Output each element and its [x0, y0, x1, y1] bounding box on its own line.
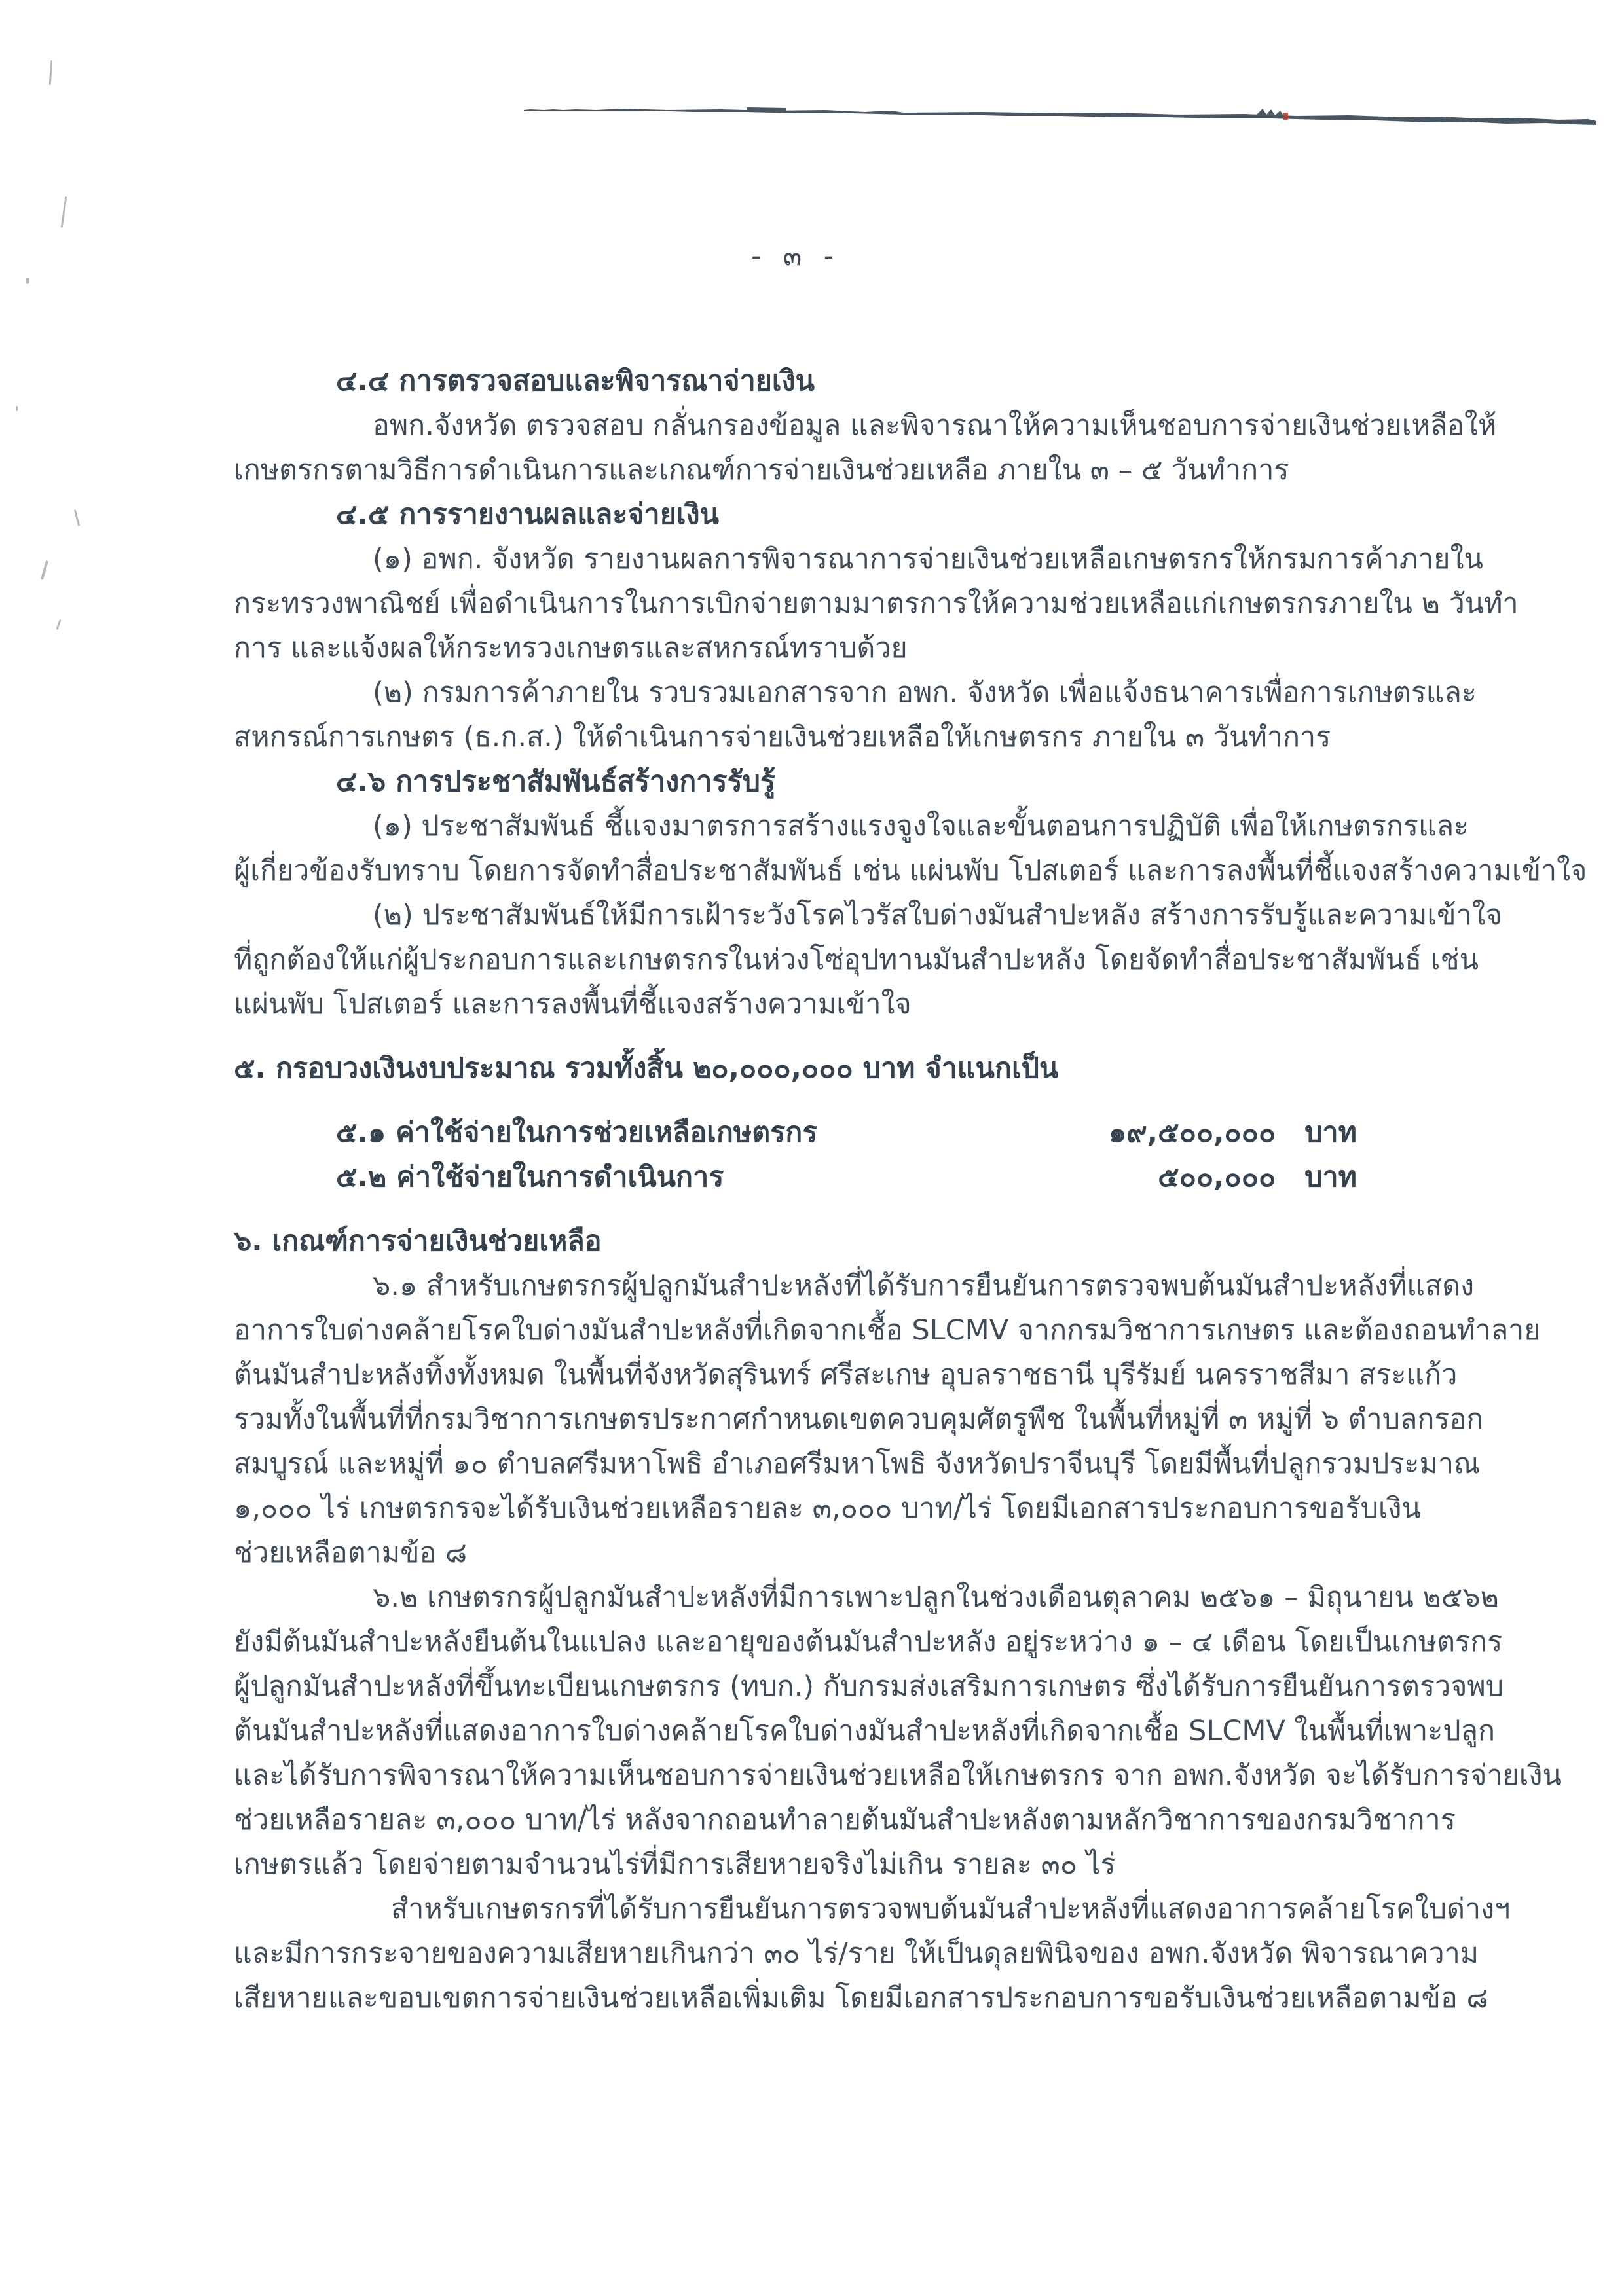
text-line: ช่วยเหลือตามข้อ ๘: [234, 1537, 468, 1569]
budget-item-label: ๕.๑ ค่าใช้จ่ายในการช่วยเหลือเกษตรกร: [336, 1116, 818, 1149]
page-number: - ๓ -: [751, 240, 840, 272]
scan-speck: [41, 560, 48, 580]
text-line: เสียหายและขอบเขตการจ่ายเงินช่วยเหลือเพิ่มเติม โดยมีเอกสารประกอบการขอรับเงินช่วยเหลือตามข้อ ๘: [234, 1982, 1488, 2014]
text-line: ๑,๐๐๐ ไร่ เกษตรกรจะได้รับเงินช่วยเหลือรายละ ๓,๐๐๐ บาท/ไร่ โดยมีเอกสารประกอบการขอรับเงิน: [234, 1492, 1421, 1525]
text-line: ยังมีต้นมันสำปะหลังยืนต้นในแปลง และอายุของต้นมันสำปะหลัง อยู่ระหว่าง ๑ – ๔ เดือน โดยเป็นเกษตรกร: [234, 1626, 1503, 1658]
text-line: ๕. กรอบวงเงินงบประมาณ รวมทั้งสิ้น ๒๐,๐๐๐,๐๐๐ บาท จำแนกเป็น: [234, 1052, 1059, 1085]
scan-speck: [16, 406, 18, 411]
budget-item-amount: ๑๙,๕๐๐,๐๐๐: [1108, 1116, 1276, 1149]
document-body: [234, 359, 1587, 2020]
budget-row: [234, 1110, 1432, 1155]
text-line: ๖. เกณฑ์การจ่ายเงินช่วยเหลือ: [234, 1225, 602, 1258]
scan-red-fleck: [1283, 113, 1288, 120]
text-line: ที่ถูกต้องให้แก่ผู้ประกอบการและเกษตรกรในห่วงโซ่อุปทานมันสำปะหลัง โดยจัดทำสื่อประชาสัมพันธ์ เช่น: [234, 943, 1479, 976]
budget-row: [234, 1155, 1432, 1199]
text-line: รวมทั้งในพื้นที่ที่กรมวิชาการเกษตรประกาศกำหนดเขตควบคุมศัตรูพืช ในพื้นที่หมู่ที่ ๓ หมู่ที่ ๖ ตำบลกรอก: [234, 1403, 1484, 1436]
budget-item-unit: บาท: [1304, 1161, 1357, 1194]
scan-speck: [26, 278, 29, 284]
text-line: เกษตรแล้ว โดยจ่ายตามจำนวนไร่ที่มีการเสียหายจริงไม่เกิน รายละ ๓๐ ไร่: [234, 1848, 1116, 1881]
text-line: การ และแจ้งผลให้กระทรวงเกษตรและสหกรณ์ทราบด้วย: [234, 632, 908, 665]
scan-speck: [61, 196, 67, 228]
text-line: ต้นมันสำปะหลังที่แสดงอาการใบด่างคล้ายโรคใบด่างมันสำปะหลังที่เกิดจากเชื้อ SLCMV ในพื้นที่เพาะปลูก: [234, 1715, 1495, 1747]
text-line: ๔.๖ การประชาสัมพันธ์สร้างการรับรู้: [336, 765, 776, 798]
text-line: กระทรวงพาณิชย์ เพื่อดำเนินการในการเบิกจ่ายตามมาตรการให้ความช่วยเหลือแก่เกษตรกรภายใน ๒ วันทำ: [234, 587, 1519, 620]
text-line: ๔.๔ การตรวจสอบและพิจารณาจ่ายเงิน: [336, 365, 815, 397]
budget-item-unit: บาท: [1304, 1116, 1357, 1149]
text-line: (๑) อพก. จังหวัด รายงานผลการพิจารณาการจ่ายเงินช่วยเหลือเกษตรกรให้กรมการค้าภายใน: [373, 543, 1483, 575]
text-line: ต้นมันสำปะหลังทิ้งทั้งหมด ในพื้นที่จังหวัดสุรินทร์ ศรีสะเกษ อุบลราชธานี บุรีรัมย์ นครราชสีมา สระแก้ว: [234, 1358, 1458, 1391]
text-line: สำหรับเกษตรกรที่ได้รับการยืนยันการตรวจพบต้นมันสำปะหลังที่แสดงอาการคล้ายโรคใบด่างฯ: [391, 1893, 1511, 1925]
text-line: สหกรณ์การเกษตร (ธ.ก.ส.) ให้ดำเนินการจ่ายเงินช่วยเหลือให้เกษตรกร ภายใน ๓ วันทำการ: [234, 721, 1331, 754]
text-line: (๒) ประชาสัมพันธ์ให้มีการเฝ้าระวังโรคไวรัสใบด่างมันสำปะหลัง สร้างการรับรู้และความเข้าใจ: [373, 899, 1502, 932]
scan-speck: [49, 60, 53, 85]
text-line: ผู้ปลูกมันสำปะหลังที่ขึ้นทะเบียนเกษตรกร (ทบก.) กับกรมส่งเสริมการเกษตร ซึ่งได้รับการยืนยันการตรวจพบ: [234, 1670, 1504, 1703]
text-line: ๖.๒ เกษตรกรผู้ปลูกมันสำปะหลังที่มีการเพาะปลูกในช่วงเดือนตุลาคม ๒๕๖๑ – มิถุนายน ๒๕๖๒: [373, 1581, 1499, 1614]
text-line: ช่วยเหลือรายละ ๓,๐๐๐ บาท/ไร่ หลังจากถอนทำลายต้นมันสำปะหลังตามหลักวิชาการของกรมวิชาการ: [234, 1804, 1456, 1836]
text-line: เกษตรกรตามวิธีการดำเนินการและเกณฑ์การจ่ายเงินช่วยเหลือ ภายใน ๓ – ๕ วันทำการ: [234, 454, 1289, 486]
text-line: และมีการกระจายของความเสียหายเกินกว่า ๓๐ ไร่/ราย ให้เป็นดุลยพินิจของ อพก.จังหวัด พิจารณาความ: [234, 1937, 1479, 1970]
text-line: ๖.๑ สำหรับเกษตรกรผู้ปลูกมันสำปะหลังที่ได้รับการยืนยันการตรวจพบต้นมันสำปะหลังที่แสดง: [373, 1269, 1475, 1302]
budget-item-label: ๕.๒ ค่าใช้จ่ายในการดำเนินการ: [336, 1161, 724, 1194]
text-line: แผ่นพับ โปสเตอร์ และการลงพื้นที่ชี้แจงสร้างความเข้าใจ: [234, 988, 912, 1021]
text-line: (๑) ประชาสัมพันธ์ ชี้แจงมาตรการสร้างแรงจูงใจและขั้นตอนการปฏิบัติ เพื่อให้เกษตรกรและ: [373, 810, 1469, 843]
scan-speck: [74, 509, 80, 526]
text-line: ๔.๕ การรายงานผลและจ่ายเงิน: [336, 498, 719, 531]
text-line: อพก.จังหวัด ตรวจสอบ กลั่นกรองข้อมูล และพิจารณาให้ความเห็นชอบการจ่ายเงินช่วยเหลือให้: [373, 409, 1497, 442]
budget-item-amount: ๕๐๐,๐๐๐: [1158, 1161, 1276, 1194]
text-line: ผู้เกี่ยวข้องรับทราบ โดยการจัดทำสื่อประชาสัมพันธ์ เช่น แผ่นพับ โปสเตอร์ และการลงพื้นที่ชี้แจงสร้างความเข้าใจ: [234, 854, 1587, 887]
scan-speck: [56, 619, 61, 630]
scan-artifact-line: [524, 98, 1601, 128]
text-line: (๒) กรมการค้าภายใน รวบรวมเอกสารจาก อพก. จังหวัด เพื่อแจ้งธนาคารเพื่อการเกษตรและ: [373, 676, 1477, 709]
text-line: และได้รับการพิจารณาให้ความเห็นชอบการจ่ายเงินช่วยเหลือให้เกษตรกร จาก อพก.จังหวัด จะได้รับการจ่ายเงิน: [234, 1759, 1562, 1792]
text-line: สมบูรณ์ และหมู่ที่ ๑๐ ตำบลศรีมหาโพธิ อำเภอศรีมหาโพธิ จังหวัดปราจีนบุรี โดยมีพื้นที่ปลูกรวมประมาณ: [234, 1448, 1480, 1480]
text-line: อาการใบด่างคล้ายโรคใบด่างมันสำปะหลังที่เกิดจากเชื้อ SLCMV จากกรมวิชาการเกษตร และต้องถอนทำลาย: [234, 1314, 1541, 1347]
